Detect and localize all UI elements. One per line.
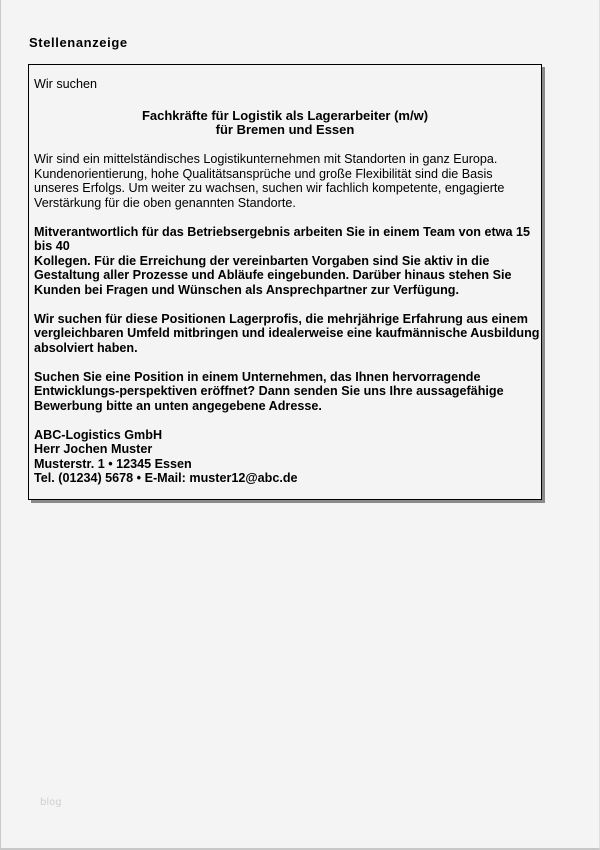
- text-line: vergleichbaren Umfeld mitbringen und idealerweise eine kaufmännische Ausbildung: [34, 326, 540, 340]
- page-heading: Stellenanzeige: [29, 35, 128, 50]
- contact-company: ABC-Logistics GmbH: [34, 427, 163, 442]
- text-line: Kollegen. Für die Erreichung der vereinbarten Vorgaben sind Sie aktiv in die: [34, 253, 490, 268]
- text-line: Gestaltung aller Prozesse und Abläufe eingebunden. Darüber hinaus stehen Sie: [34, 268, 512, 282]
- contact-block: [34, 428, 541, 486]
- text-line: Wir sind ein mittelständisches Logistikunternehmen mit Standorten in ganz Europa.: [34, 152, 498, 166]
- contact-address: Musterstr. 1 • 12345 Essen: [34, 456, 192, 471]
- job-ad-box: [28, 64, 542, 500]
- text-line: bis 40: [34, 239, 70, 253]
- text-line: Entwicklungs-perspektiven eröffnet? Dann senden Sie uns Ihre aussagefähige: [34, 384, 504, 398]
- text-line: Wir suchen für diese Positionen Lagerprofis, die mehrjährige Erfahrung aus einem: [34, 311, 528, 326]
- text-line: Kunden bei Fragen und Wünschen als Ansprechpartner zur Verfügung.: [34, 282, 459, 297]
- text-line: Verstärkung für die oben genannten Standorte.: [34, 195, 296, 210]
- ad-title: [34, 109, 541, 138]
- responsibilities: [34, 225, 541, 298]
- contact-person: Herr Jochen Muster: [34, 442, 153, 456]
- company-description: [34, 152, 541, 210]
- requirements: [34, 312, 541, 356]
- watermark: blog: [40, 797, 62, 808]
- ad-title-line: für Bremen und Essen: [215, 122, 355, 137]
- text-line: unseres Erfolgs. Um weiter zu wachsen, suchen wir fachlich kompetente, engagierte: [34, 181, 505, 195]
- text-line: Kundenorientierung, hohe Qualitätsansprüche und große Flexibilität sind die Basis: [34, 166, 493, 181]
- call-to-action: [34, 370, 541, 414]
- ad-title-line: Fachkräfte für Logistik als Lagerarbeiter (m/w): [141, 107, 429, 123]
- contact-phone-email: Tel. (01234) 5678 • E-Mail: muster12@abc.de: [34, 471, 298, 485]
- text-line: absolviert haben.: [34, 340, 138, 355]
- ad-intro: Wir suchen: [34, 77, 97, 91]
- text-line: Mitverantwortlich für das Betriebsergebnis arbeiten Sie in einem Team von etwa 15: [34, 224, 530, 239]
- text-line: Suchen Sie eine Position in einem Unternehmen, das Ihnen hervorragende: [34, 369, 481, 384]
- text-line: Bewerbung bitte an unten angegebene Adresse.: [34, 398, 322, 413]
